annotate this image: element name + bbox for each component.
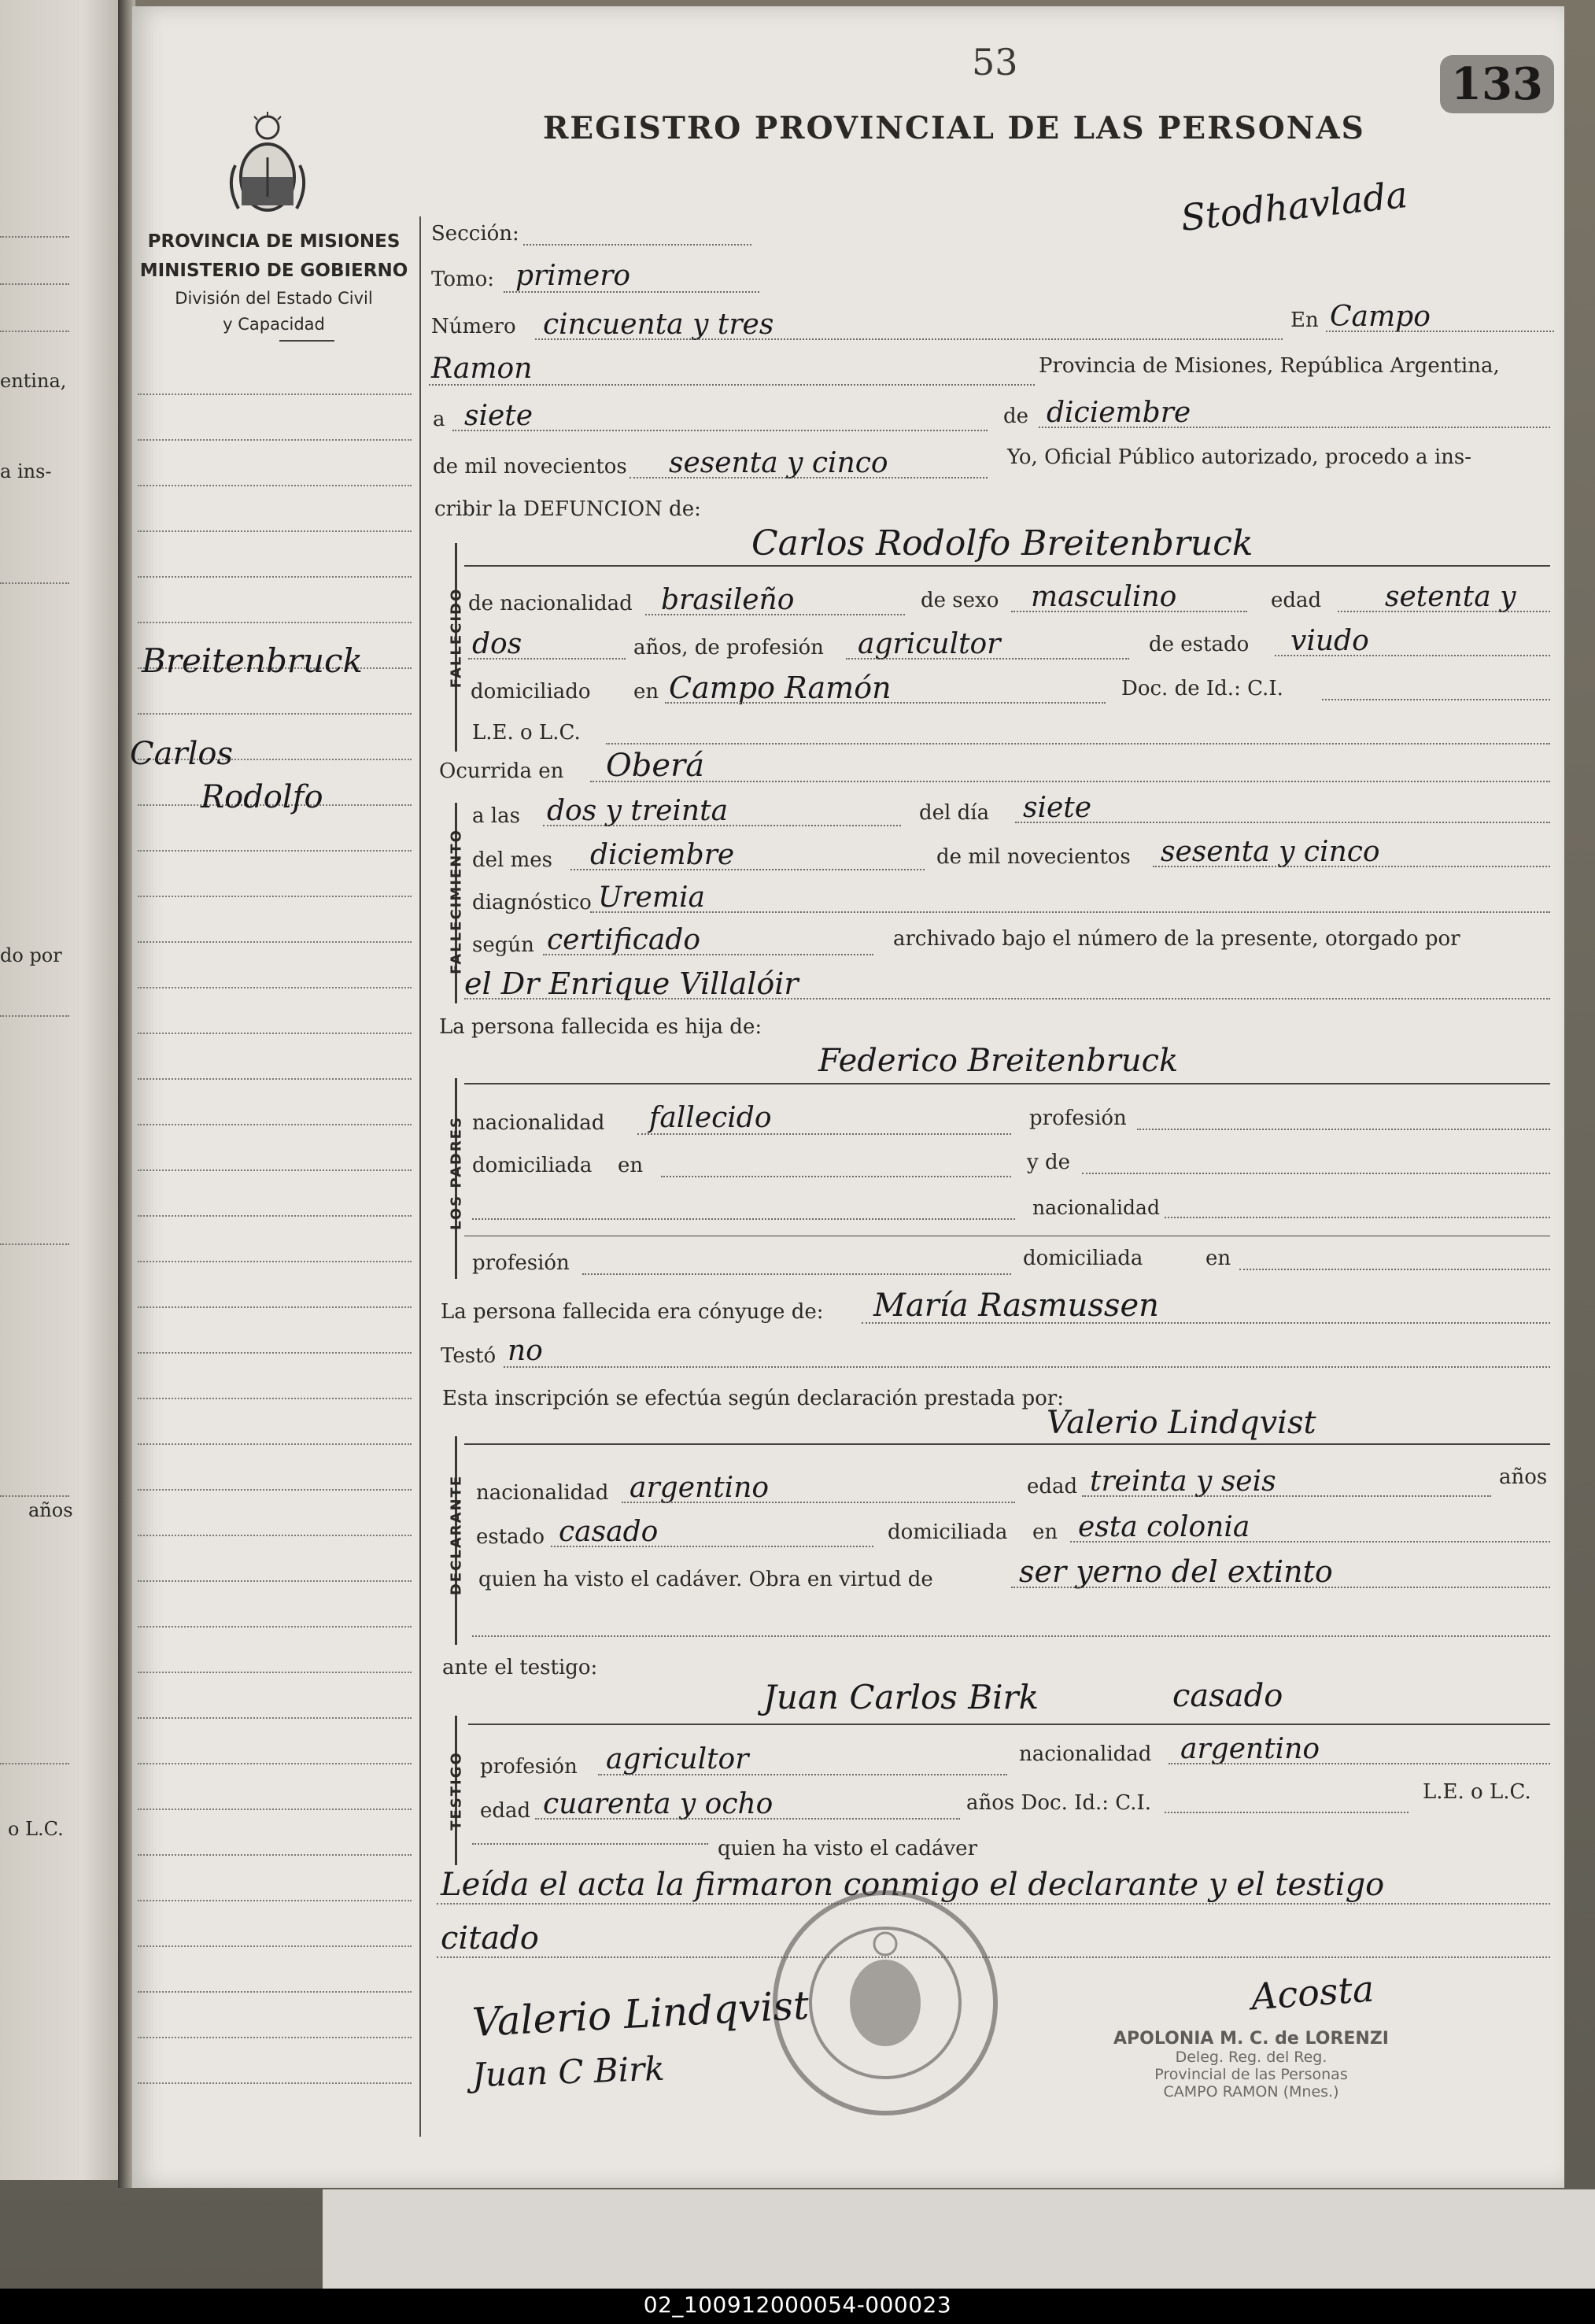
closing-line-2: citado <box>441 1920 539 1956</box>
left-page-line <box>0 236 69 238</box>
edad-label: edad <box>1271 589 1322 612</box>
place-value: Ramon <box>431 353 533 385</box>
declarante-estado-value: casado <box>559 1516 659 1548</box>
coat-of-arms-icon <box>224 110 311 220</box>
mes-line <box>1039 427 1550 428</box>
margin-rule-line <box>138 1169 412 1171</box>
margin-rule-line <box>138 2037 412 2038</box>
org-line: División del Estado Civil <box>175 289 373 308</box>
alas-label: a las <box>472 804 520 828</box>
testigo-doc-line <box>1165 1812 1409 1813</box>
margin-rule-line <box>138 2082 412 2084</box>
segun-line <box>543 954 873 955</box>
left-page-line <box>0 1495 69 1497</box>
margin-rule-line <box>138 1124 412 1125</box>
place-line <box>429 384 1035 386</box>
testo-value: no <box>508 1335 543 1367</box>
anio-line <box>630 477 988 478</box>
tomo-label: Tomo: <box>431 268 495 291</box>
org-line: y Capacidad <box>223 315 325 334</box>
deceased-name: Carlos Rodolfo Breitenbruck <box>751 523 1253 563</box>
domicilio-value: Campo Ramón <box>669 671 892 705</box>
ante-label: ante el testigo: <box>442 1656 598 1679</box>
segun-value: certificado <box>547 924 701 956</box>
domicilio-line <box>665 702 1106 704</box>
left-page-line <box>0 1763 69 1764</box>
closing-line-1: Leída el acta la firmaron conmigo el declarante y el testigo <box>441 1867 1385 1903</box>
signature-officer: Acosta <box>1250 1967 1375 2019</box>
estado-line <box>1275 655 1550 656</box>
numero-value: cincuenta y tres <box>543 309 774 341</box>
padres-nacionalidad-line <box>637 1133 1011 1135</box>
edad-value: setenta y <box>1385 581 1516 613</box>
declarante-nacionalidad-line <box>622 1502 1015 1503</box>
hora-value: dos y treinta <box>547 795 729 827</box>
left-fragment: años <box>28 1499 73 1521</box>
margin-rule-line <box>138 1717 412 1719</box>
margin-rule-line <box>138 1352 412 1354</box>
declarante-quien-label: quien ha visto el cadáver. Obra en virtud de <box>478 1568 933 1591</box>
mes-value: diciembre <box>1047 397 1191 429</box>
doc-line <box>1322 699 1550 700</box>
delmes-value: diciembre <box>590 839 735 871</box>
left-fragment: do por <box>0 944 62 966</box>
conyuge-line <box>862 1322 1550 1324</box>
margin-rule-line <box>138 1809 412 1810</box>
ocurrida-line <box>590 781 1550 782</box>
margin-rule-line <box>138 1261 412 1262</box>
margin-note-name: Carlos <box>130 736 233 772</box>
hora-line <box>543 825 901 826</box>
padres-nacionalidad-label: nacionalidad <box>472 1111 605 1135</box>
testo-line <box>504 1366 1550 1368</box>
segun-label: según <box>472 933 534 957</box>
margin-divider <box>419 216 421 2137</box>
en-label: En <box>1290 309 1319 332</box>
testigo-name-line <box>468 1724 1550 1725</box>
left-page-line <box>0 331 69 332</box>
declarante-domicilio-value: esta colonia <box>1078 1511 1250 1543</box>
sexo-label: de sexo <box>921 589 999 612</box>
testigo-anios-doc-label: años Doc. Id.: C.I. <box>966 1791 1152 1815</box>
padres-profesion-label: profesión <box>1029 1107 1127 1130</box>
declarante-anios-label: años <box>1499 1465 1548 1489</box>
sexo-line <box>1011 611 1247 612</box>
officer-stamp-line: Provincial de las Personas <box>1154 2066 1348 2083</box>
hija-label: La persona fallecida es hija de: <box>439 1015 762 1039</box>
left-fragment: a ins- <box>0 460 52 482</box>
margin-rule-line <box>138 576 412 578</box>
anios-profesion-label: años, de profesión <box>633 636 824 660</box>
declarante-nacionalidad-label: nacionalidad <box>476 1481 609 1505</box>
margin-rule-line <box>138 1991 412 1993</box>
medico-value: el Dr Enrique Villalóir <box>464 966 799 1001</box>
estado-label: de estado <box>1149 633 1250 656</box>
margin-rule-line <box>138 1854 412 1856</box>
signature-testigo: Juan C Birk <box>471 2049 666 2095</box>
declarante-virtud-value: ser yerno del extinto <box>1019 1554 1333 1589</box>
testigo-nacionalidad-label: nacionalidad <box>1019 1742 1152 1766</box>
testigo-edad-value: cuarenta y ocho <box>543 1788 774 1820</box>
left-page-line <box>0 283 69 285</box>
declarante-domiciliada-label: domiciliada <box>888 1520 1008 1544</box>
demil-value: sesenta y cinco <box>1161 836 1380 868</box>
domiciliado-label: domiciliado <box>471 680 591 704</box>
margin-rule-line <box>138 1489 412 1491</box>
left-fragment: o L.C. <box>8 1818 64 1840</box>
margin-rule-line <box>138 850 412 852</box>
margin-rule-line <box>138 941 412 943</box>
testigo-profesion-value: agricultor <box>606 1743 749 1775</box>
diagnostico-line <box>590 911 1550 913</box>
numero-line <box>535 338 1283 340</box>
testigo-edad-label: edad <box>480 1799 531 1823</box>
testigo-nacionalidad-value: argentino <box>1180 1733 1320 1765</box>
a-label: a <box>433 408 445 431</box>
declarante-domicilio-line <box>1070 1541 1550 1543</box>
margin-rule-line <box>138 530 412 532</box>
margin-note-surname: Breitenbruck <box>142 641 363 680</box>
deceased-name-line <box>464 565 1550 567</box>
declarante-domiciliada-en-label: en <box>1032 1520 1058 1544</box>
ocurrida-value: Oberá <box>606 748 705 784</box>
edad-line <box>1338 611 1550 612</box>
testigo-nacionalidad-line <box>1169 1763 1550 1764</box>
anio-value: sesenta y cinco <box>669 447 888 479</box>
tomo-line <box>504 291 759 293</box>
declarante-edad-value: treinta y seis <box>1090 1465 1276 1498</box>
deldia-line <box>1015 822 1550 823</box>
provincia-text: Provincia de Misiones, República Argentina, <box>1039 354 1500 378</box>
en-line <box>1326 331 1554 332</box>
padres-nacionalidad2-line <box>1165 1217 1550 1218</box>
padres-section-label: LOS PADRES <box>448 1116 465 1230</box>
declaracion-label: Esta inscripción se efectúa según declaración prestada por: <box>442 1387 1064 1410</box>
padres-profesion2-line <box>582 1273 1011 1275</box>
officer-stamp-line: APOLONIA M. C. de LORENZI <box>1113 2029 1389 2049</box>
inscribir-text: cribir la DEFUNCION de: <box>434 497 701 521</box>
left-page-line <box>0 582 69 584</box>
tomo-value: primero <box>515 260 631 292</box>
oficial-text: Yo, Oficial Público autorizado, procedo a ins- <box>1007 445 1472 469</box>
margin-rule-line <box>138 1078 412 1080</box>
margin-rule-line <box>138 485 412 486</box>
padres-domiciliada2-line <box>1239 1269 1550 1270</box>
conyuge-label: La persona fallecida era cónyuge de: <box>441 1300 824 1324</box>
officer-stamp-line: CAMPO RAMON (Mnes.) <box>1163 2083 1339 2100</box>
diagnostico-value: Uremia <box>598 881 705 914</box>
margin-rule-line <box>138 713 412 715</box>
nacionalidad-label: de nacionalidad <box>468 592 633 615</box>
deldia-value: siete <box>1023 792 1092 824</box>
declarante-edad-line <box>1082 1495 1491 1497</box>
fallecimiento-section-label: FALLECIMIENTO <box>448 829 465 974</box>
sexo-value: masculino <box>1031 581 1177 613</box>
margin-rule-line <box>138 1672 412 1673</box>
diagnostico-label: diagnóstico <box>472 891 592 914</box>
nacionalidad-value: brasileño <box>661 584 795 616</box>
margin-rule-line <box>138 1306 412 1308</box>
officer-stamp <box>1102 2029 1401 2100</box>
testigo-profesion-line <box>598 1774 1007 1775</box>
padre-name: Federico Breitenbruck <box>818 1043 1179 1079</box>
testigo-estado-value: casado <box>1172 1678 1283 1714</box>
medico-line <box>464 998 1550 999</box>
padres-domiciliada-line <box>661 1176 1011 1177</box>
nacionalidad-line <box>645 614 905 615</box>
left-facing-page <box>0 0 118 2180</box>
declarante-nacionalidad-value: argentino <box>630 1472 770 1504</box>
testigo-profesion-label: profesión <box>480 1755 578 1779</box>
demil-line <box>1153 866 1550 867</box>
de-label: de <box>1003 405 1029 428</box>
dia-line <box>452 430 988 431</box>
doc-label: Doc. de Id.: C.I. <box>1121 677 1283 700</box>
le-label: L.E. o L.C. <box>472 721 581 744</box>
domiciliado-en-label: en <box>633 680 659 704</box>
signature-declarante: Valerio Lindqvist <box>471 1982 810 2046</box>
padres-profesion2-label: profesión <box>472 1251 570 1275</box>
margin-rule-line <box>138 622 412 623</box>
demil-label: de mil novecientos <box>936 845 1131 869</box>
testigo-name: Juan Carlos Birk <box>763 1678 1039 1716</box>
margin-rule-line <box>138 1945 412 1947</box>
footer-filename: 02_100912000054-000023 <box>643 2292 952 2318</box>
margin-rule-line <box>138 987 412 988</box>
padres-nacionalidad-value: fallecido <box>649 1102 772 1134</box>
margin-note-name: Rodolfo <box>201 779 323 815</box>
padres-nacionalidad2-label: nacionalidad <box>1032 1196 1160 1219</box>
margin-rule-line <box>138 1398 412 1399</box>
officer-stamp-line: Deleg. Reg. del Reg. <box>1175 2049 1327 2066</box>
padres-domiciliada2-en-label: en <box>1205 1247 1231 1270</box>
edad-value-cont: dos <box>472 628 522 660</box>
archivado-text: archivado bajo el número de la presente, otorgado por <box>893 927 1460 951</box>
margin-rule-line <box>138 1535 412 1536</box>
declarante-estado-label: estado <box>476 1525 545 1549</box>
deldia-label: del día <box>919 801 990 825</box>
padres-domiciliada2-label: domiciliada <box>1023 1247 1143 1270</box>
top-signature: Stodhavlada <box>1178 173 1410 239</box>
page-number: 53 <box>972 41 1018 83</box>
dia-value: siete <box>464 400 534 432</box>
testigo-section-label: TESTIGO <box>448 1751 465 1831</box>
testo-label: Testó <box>441 1344 497 1368</box>
edad-cont-line <box>468 658 626 660</box>
margin-rule-line <box>138 1580 412 1582</box>
left-page-line <box>0 1015 69 1017</box>
margin-rule-line <box>138 1626 412 1628</box>
numero-label: Número <box>431 315 516 338</box>
declarante-name: Valerio Lindqvist <box>1047 1405 1316 1441</box>
testigo-quien-label: quien ha visto el cadáver <box>718 1837 978 1860</box>
seccion-label: Sección: <box>431 222 519 246</box>
folio-stamp: 133 <box>1440 55 1554 113</box>
padres-domiciliada-label: domiciliada <box>472 1154 593 1177</box>
padres-domiciliada-en-label: en <box>618 1154 644 1177</box>
profesion-value: agricultor <box>858 628 1001 660</box>
page-title: REGISTRO PROVINCIAL DE LAS PERSONAS <box>543 110 1365 146</box>
ocurrida-label: Ocurrida en <box>439 759 564 783</box>
fallecido-section-label: FALLECIDO <box>448 587 465 689</box>
declarante-name-line <box>464 1443 1550 1445</box>
en-value: Campo <box>1330 301 1431 333</box>
org-line: PROVINCIA DE MISIONES <box>147 231 401 252</box>
declarante-estado-line <box>551 1546 873 1547</box>
padres-yde-line <box>1082 1173 1550 1174</box>
org-block <box>132 227 415 337</box>
delmes-label: del mes <box>472 848 552 872</box>
declarante-blank-line <box>472 1635 1550 1637</box>
margin-rule-line <box>138 439 412 441</box>
padres-blank-line <box>472 1218 1015 1220</box>
margin-rule-line <box>138 1763 412 1764</box>
padres-profesion-line <box>1137 1129 1550 1130</box>
le-line <box>606 743 1550 744</box>
org-underline <box>279 340 334 342</box>
declarante-section-label: DECLARANTE <box>448 1474 465 1596</box>
padres-yde-label: y de <box>1027 1151 1070 1174</box>
declarante-virtud-line <box>1011 1587 1550 1588</box>
margin-rule-line <box>138 393 412 395</box>
margin-rule-line <box>138 1900 412 1901</box>
margin-rule-line <box>138 1033 412 1034</box>
mil-label: de mil novecientos <box>433 455 627 478</box>
left-page-line <box>0 1243 69 1245</box>
testigo-le-label: L.E. o L.C. <box>1423 1780 1531 1804</box>
conyuge-value: María Rasmussen <box>873 1288 1159 1324</box>
testigo-blank-line <box>472 1843 708 1845</box>
margin-rule-line <box>138 1443 412 1445</box>
testigo-edad-line <box>535 1818 960 1820</box>
margin-rule-line <box>138 896 412 897</box>
org-line: MINISTERIO DE GOBIERNO <box>139 260 408 281</box>
margin-rule-line <box>138 1215 412 1217</box>
delmes-line <box>570 869 925 870</box>
declarante-edad-label: edad <box>1027 1475 1078 1498</box>
underlying-card <box>323 2189 1595 2289</box>
seccion-line <box>523 244 751 246</box>
padre-name-line <box>464 1083 1550 1084</box>
profesion-line <box>846 658 1129 660</box>
left-fragment: entina, <box>0 370 67 392</box>
estado-value: viudo <box>1290 625 1369 657</box>
